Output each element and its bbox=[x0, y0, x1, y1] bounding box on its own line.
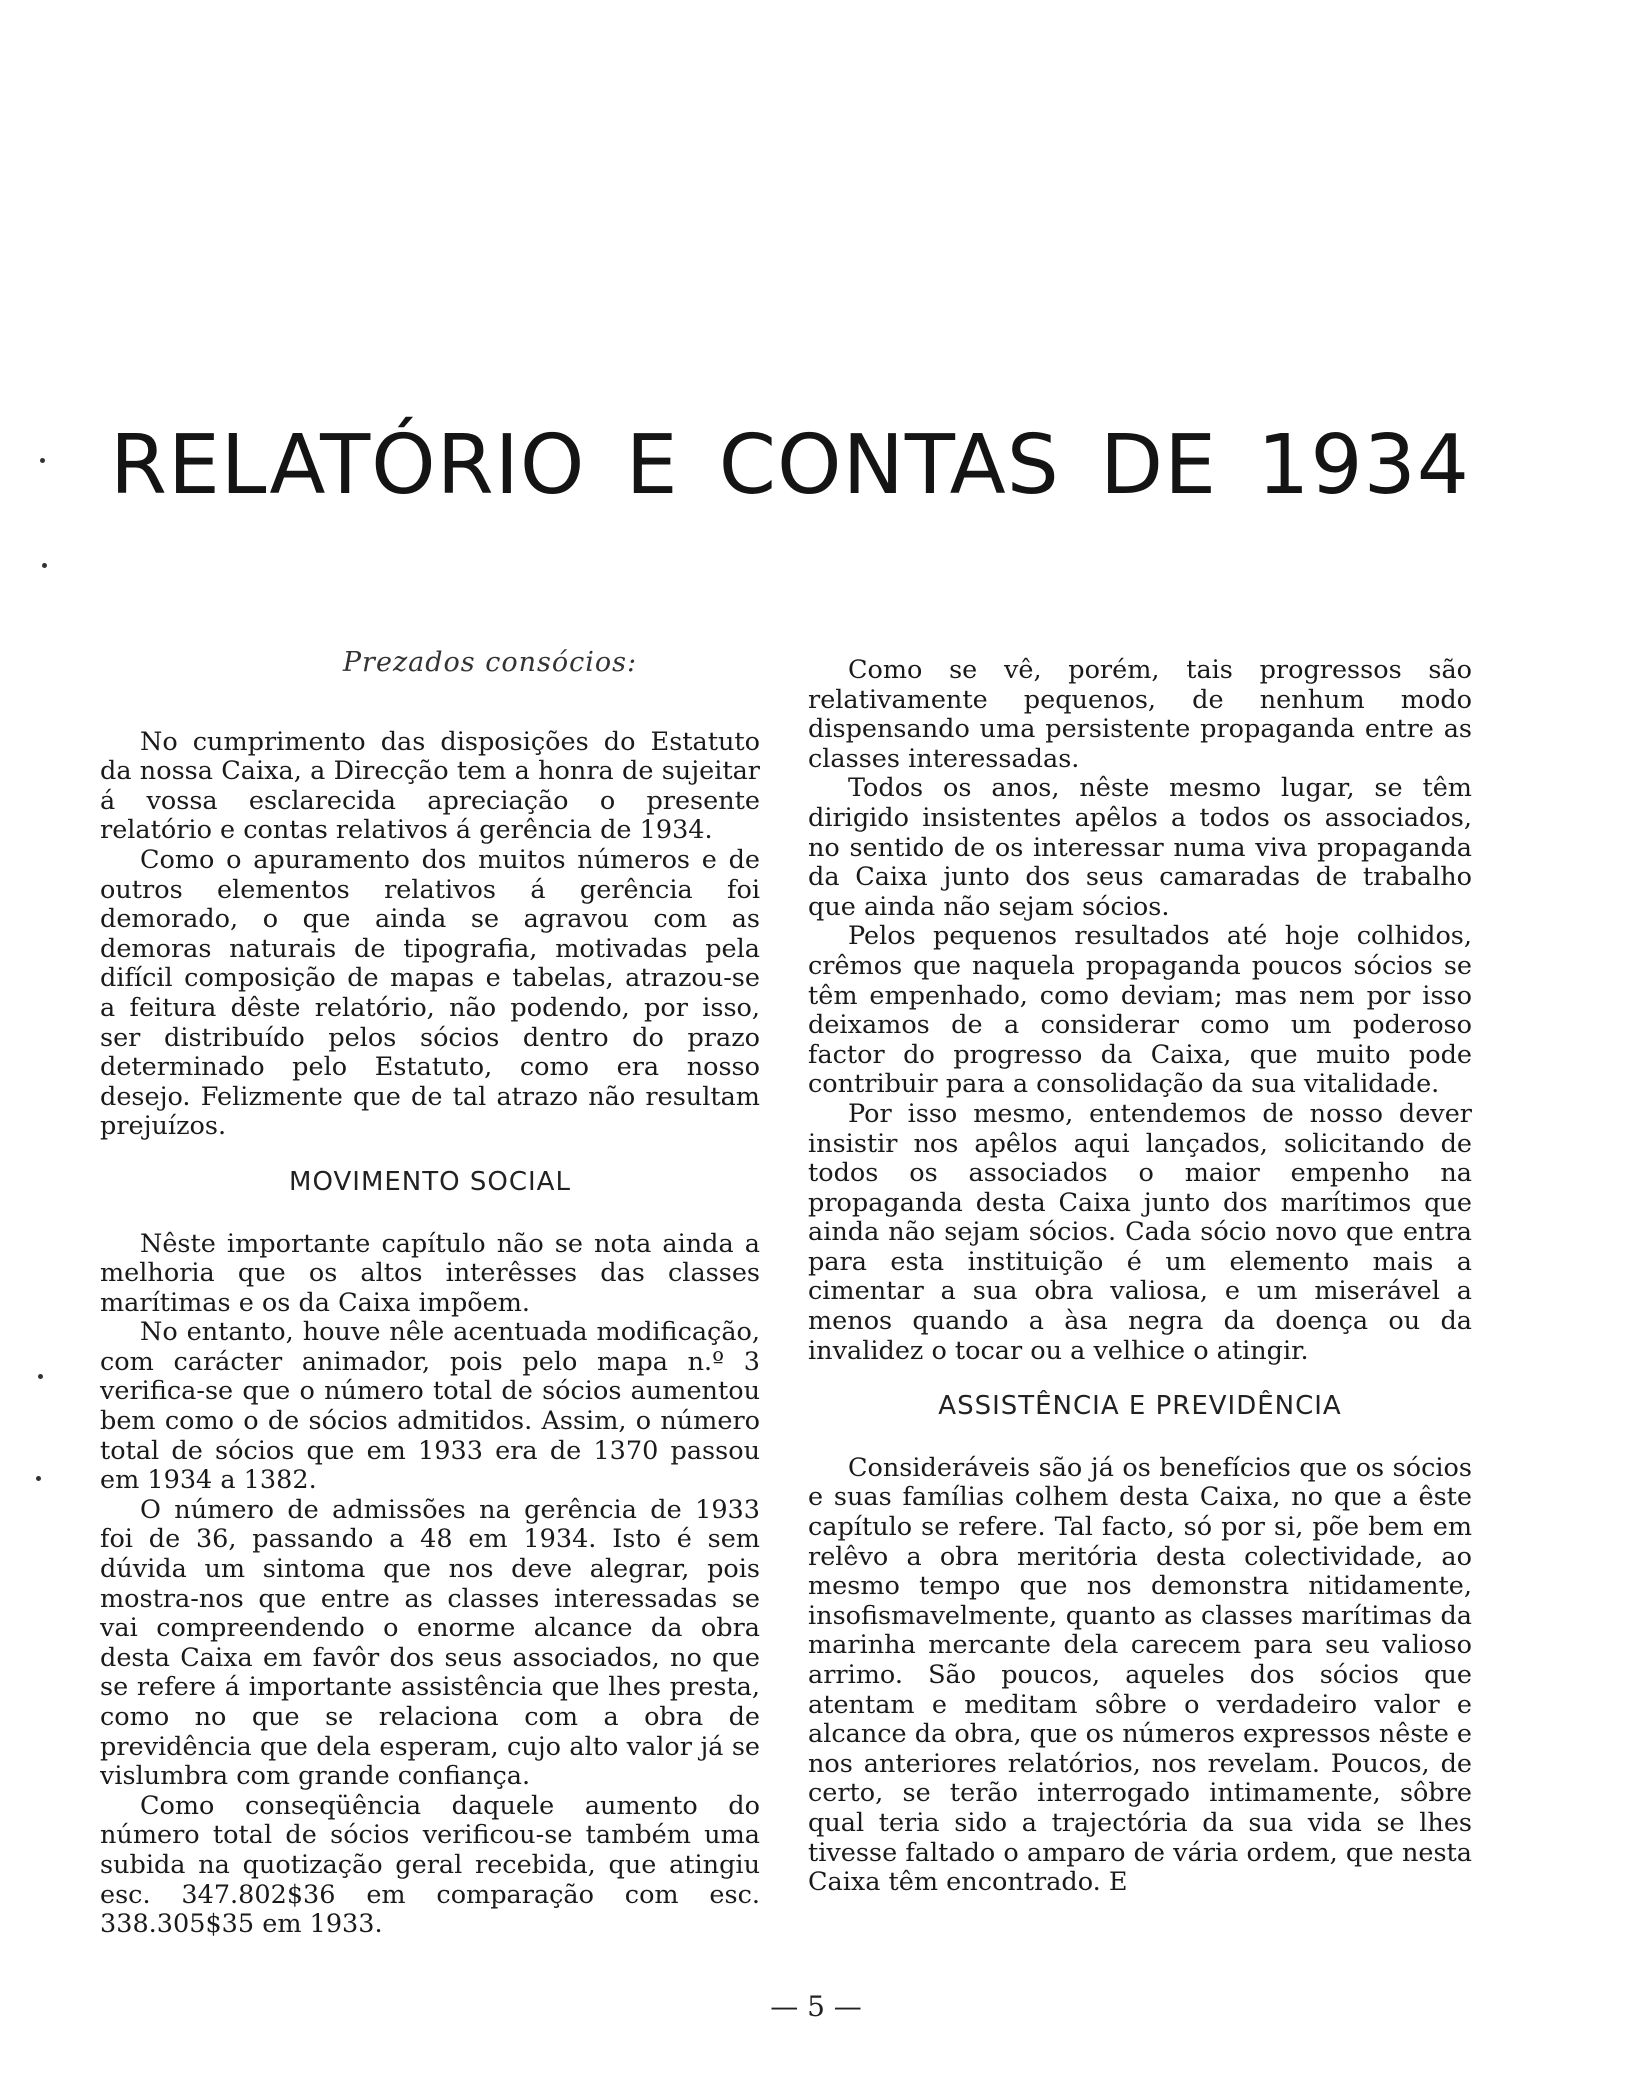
page-number: — 5 — bbox=[770, 1990, 862, 2023]
title-word: E bbox=[625, 418, 679, 513]
title-word: CONTAS bbox=[718, 418, 1060, 513]
greeting: Prezados consócios: bbox=[342, 647, 638, 678]
left-column bbox=[100, 648, 760, 1940]
margin-dot bbox=[42, 563, 47, 568]
paragraph: Nêste importante capítulo não se nota ainda a melhoria que os altos interêsses das classes marítimas e os da Caixa impõem. bbox=[100, 1228, 760, 1318]
paragraph: Pelos pequenos resultados até hoje colhidos, crêmos que naquela propaganda poucos sócios se têm empenhado, como deviam; mas nem por isso deixamos de a considerar como um poderoso factor do progresso da Caixa, que muito pode contribuir para a consolidação da sua vitalidade. bbox=[808, 921, 1472, 1100]
margin-dot bbox=[36, 1476, 41, 1481]
page-title bbox=[110, 418, 1470, 513]
margin-dot bbox=[38, 1374, 43, 1379]
paragraph: Por isso mesmo, entendemos de nosso dever insistir nos apêlos aqui lançados, solicitando de todos os associados o maior empenho na propaganda desta Caixa junto dos marítimos que ainda não sejam sócios. Cada sócio novo que entra para esta instituição é um elemento mais a cimentar a sua obra valiosa, e um miserável a menos quando a àsa negra da doença ou da invalidez o tocar ou a velhice o atingir. bbox=[808, 1098, 1472, 1366]
right-column bbox=[808, 656, 1472, 1898]
title-word: RELATÓRIO bbox=[110, 418, 586, 513]
paragraph: Todos os anos, nêste mesmo lugar, se têm dirigido insistentes apêlos a todos os associados, no sentido de os interessar numa viva propaganda da Caixa junto dos seus camaradas de trabalho que ainda não sejam sócios. bbox=[808, 773, 1472, 922]
paragraph: No entanto, houve nêle acentuada modificação, com carácter animador, pois pelo mapa n.º 3 verifica-se que o número total de sócios aumentou bem como o de sócios admitidos. Assim, o número total de sócios que em 1933 era de 1370 passou em 1934 a 1382. bbox=[100, 1317, 760, 1496]
section-heading: MOVIMENTO SOCIAL bbox=[289, 1166, 571, 1197]
paragraph: Como se vê, porém, tais progressos são relativamente pequenos, de nenhum modo dispensando uma persistente propaganda entre as classes interessadas. bbox=[808, 655, 1472, 774]
paragraph: Consideráveis são já os benefícios que os sócios e suas famílias colhem desta Caixa, no que a êste capítulo se refere. Tal facto, só por si, põe bem em relêvo a obra meritória desta colectividade, ao mesmo tempo que nos demonstra nitidamente, insofismavelmente, quanto as classes marítimas da marinha mercante dela carecem para seu valioso arrimo. São poucos, aqueles dos sócios que atentam e meditam sôbre o verdadeiro valor e alcance da obra, que os números expressos nêste e nos anteriores relatórios, nos revelam. Poucos, de certo, se terão interrogado intimamente, sôbre qual teria sido a trajectória da sua vida se lhes tivesse faltado o amparo de vária ordem, que nesta Caixa têm encontrado. E bbox=[808, 1452, 1472, 1898]
title-word: DE bbox=[1100, 418, 1217, 513]
paragraph: No cumprimento das disposições do Estatuto da nossa Caixa, a Direcção tem a honra de sujeitar á vossa esclarecida apreciação o presente relatório e contas relativos á gerência de 1934. bbox=[100, 726, 760, 846]
margin-dot bbox=[40, 458, 45, 463]
paragraph: O número de admissões na gerência de 1933 foi de 36, passando a 48 em 1934. Isto é sem dúvida um sintoma que nos deve alegrar, pois mostra-nos que entre as classes interessadas se vai compreendendo o enorme alcance da obra desta Caixa em favôr dos seus associados, no que se refere á importante assistência que lhes presta, como no que se relaciona com a obra de previdência que dela esperam, cujo alto valor já se vislumbra com grande confiança. bbox=[100, 1494, 760, 1792]
paragraph: Como o apuramento dos muitos números e de outros elementos relativos á gerência foi demorado, o que ainda se agravou com as demoras naturais de tipografia, motivadas pela difícil composição de mapas e tabelas, atrazou-se a feitura dêste relatório, não podendo, por isso, ser distribuído pelos sócios dentro do prazo determinado pelo Estatuto, como era nosso desejo. Felizmente que de tal atrazo não resultam prejuízos. bbox=[100, 844, 760, 1142]
section-heading: ASSISTÊNCIA E PREVIDÊNCIA bbox=[938, 1391, 1342, 1422]
title-word: 1934 bbox=[1257, 418, 1470, 513]
paragraph: Como conseqüência daquele aumento do número total de sócios verificou-se também uma subida na quotização geral recebida, que atingiu esc. 347.802$36 em comparação com esc. 338.305$35 em 1933. bbox=[100, 1790, 760, 1940]
